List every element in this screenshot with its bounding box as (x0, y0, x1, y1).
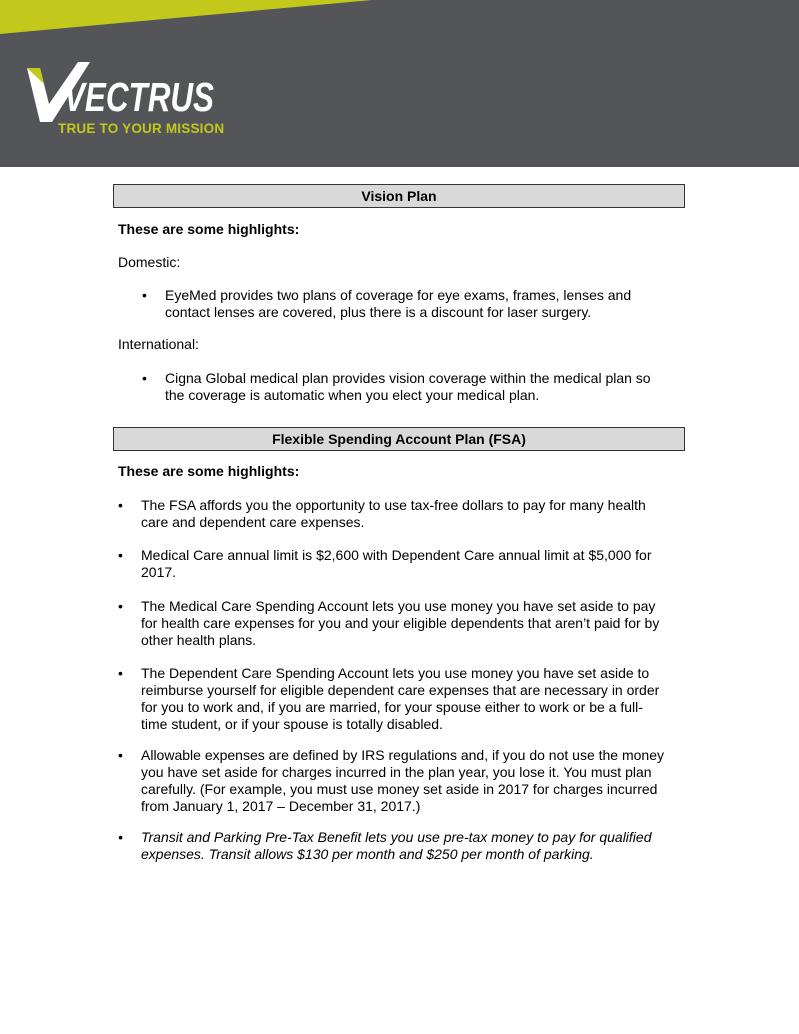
bullet-dot: • (118, 747, 123, 763)
bullet-dot: • (142, 370, 147, 386)
header-banner (0, 0, 799, 167)
bullet-line: Cigna Global medical plan provides vision coverage within the medical plan so (165, 370, 651, 386)
logo-tagline: TRUE TO YOUR MISSION (58, 121, 225, 136)
bullet-line: 2017. (141, 564, 177, 580)
international-label: International: (118, 336, 199, 352)
bullet-dot: • (118, 665, 123, 681)
fsa-highlights-label: These are some highlights: (118, 463, 300, 479)
bullet-dot: • (142, 287, 147, 303)
bullet-line: The Medical Care Spending Account lets you use money you have set aside to pay (141, 598, 656, 614)
bullet-line: other health plans. (141, 632, 257, 648)
bullet-line: care and dependent care expenses. (141, 514, 365, 530)
bullet-line: The FSA affords you the opportunity to use tax-free dollars to pay for many health (141, 497, 646, 513)
bullet-dot: • (118, 547, 123, 563)
bullet-line: carefully. (For example, you must use money set aside in 2017 for charges incurred (141, 781, 658, 797)
accent-stripe (0, 0, 372, 34)
fsa-plan-header: Flexible Spending Account Plan (FSA) (113, 427, 685, 451)
bullet-line: Medical Care annual limit is $2,600 with Dependent Care annual limit at $5,000 for (141, 547, 652, 563)
vision-plan-header: Vision Plan (113, 184, 685, 208)
bullet-line: reimburse yourself for eligible dependent care expenses that are necessary in order (141, 682, 660, 698)
bullet-line: for you to work and, if you are married, for your spouse either to work or be a full- (141, 699, 643, 715)
bullet-line: Transit and Parking Pre-Tax Benefit lets you use pre-tax money to pay for qualified (141, 829, 652, 845)
bullet-line: the coverage is automatic when you elect your medical plan. (165, 387, 540, 403)
bullet-line: contact lenses are covered, plus there is a discount for laser surgery. (165, 304, 592, 320)
bullet-dot: • (118, 829, 123, 845)
bullet-line: time student, or if your spouse is totally disabled. (141, 716, 443, 732)
bullet-line: The Dependent Care Spending Account lets you use money you have set aside to (141, 665, 650, 681)
vision-highlights-label: These are some highlights: (118, 221, 300, 237)
bullet-dot: • (118, 497, 123, 513)
bullet-dot: • (118, 598, 123, 614)
bullet-line: expenses. Transit allows $130 per month and $250 per month of parking. (141, 846, 594, 862)
domestic-label: Domestic: (118, 254, 181, 270)
vectrus-logo (27, 62, 214, 122)
banner-graphic (0, 0, 799, 167)
bullet-line: from January 1, 2017 – December 31, 2017.) (141, 798, 421, 814)
bullet-line: for health care expenses for you and your eligible dependents that aren’t paid for by (141, 615, 660, 631)
bullet-line: you have set aside for charges incurred in the plan year, you lose it. You must plan (141, 764, 652, 780)
bullet-line: EyeMed provides two plans of coverage for eye exams, frames, lenses and (165, 287, 632, 303)
bullet-line: Allowable expenses are defined by IRS regulations and, if you do not use the money (141, 747, 664, 763)
logo-wordmark: VECTRUS (64, 74, 214, 120)
